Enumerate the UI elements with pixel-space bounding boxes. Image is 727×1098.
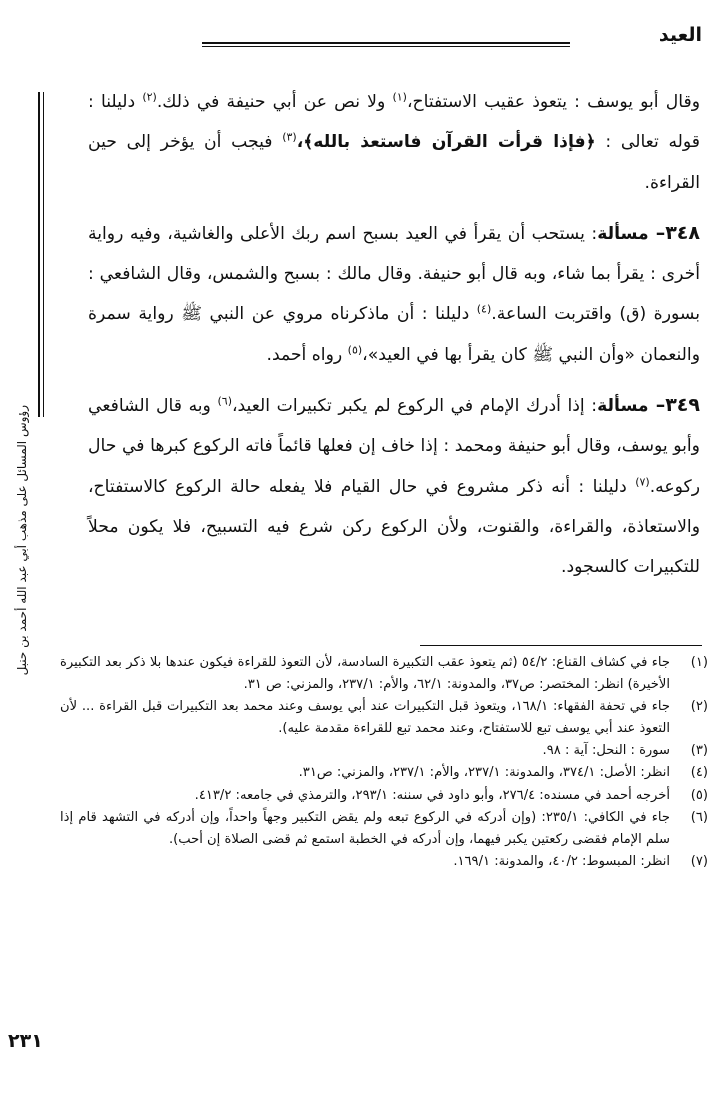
footnotes [60, 652, 708, 873]
quran-verse: ﴿فإذا قرأت القرآن فاستعذ بالله﴾، [296, 132, 596, 153]
p1-text-b: ولا نص عن أبي حنيفة في ذلك. [156, 92, 393, 112]
footnote-text: سورة : النحل: آية : ٩٨. [542, 743, 670, 759]
header-rule-thin [202, 46, 570, 47]
footnote [60, 762, 708, 784]
issue-348 [88, 213, 700, 375]
footnote-ref-5[interactable]: (٥) [347, 343, 363, 357]
p3-text-a: : إذا أدرك الإمام في الركوع لم يكبر تكبيرات العيد، [231, 396, 598, 417]
issue-number: ٣٤٨– [655, 221, 700, 244]
footnote-ref-4[interactable]: (٤) [476, 302, 492, 316]
footnote-ref-7[interactable]: (٧) [635, 474, 650, 488]
running-header [150, 20, 710, 54]
p2-text-a: : يستحب أن يقرأ في العيد بسبح اسم ربك الأعلى والغاشية، وفيه رواية أخرى : يقرأ بما شاء، وبه قال أبو حنيفة. وقال مالك : بسبح والشمس، وقال الشافعي : بسورة (ق) واقتربت الساعة. [88, 223, 700, 325]
footnote-text: جاء في الكافي: ٢٣٥/١: (وإن أدركه في الركوع تبعه ولم يقض التكبير وجهاً واحداً، وإن أدركه في التشهد قام إذا سلم الإمام فقضى ركعتين يكبر فيهما، وإن أدركه في الخطبة استمع ثم قضى الصلاة إن أحب). [60, 809, 670, 847]
paragraph-1 [88, 82, 700, 203]
p1-text-a: وقال أبو يوسف : يتعوذ عقيب الاستفتاح، [406, 92, 700, 112]
footnote [60, 740, 708, 762]
footnote-ref-1[interactable]: (١) [392, 90, 407, 104]
footnote-separator [420, 645, 702, 646]
footnote-number: (٢) [690, 699, 708, 715]
footnote-number: (١) [690, 655, 708, 670]
p3-text-c: دليلنا : أنه ذكر مشروع في حال القيام فلا يفعله حالة الركوع كالاستفتاح، والاستعاذة، والقراءة، والقنوت، ولأن الركوع ركن شرع فيه التسبيح، فلا يكون محلاً للتكبيرات كالسجود. [88, 476, 700, 578]
footnote-number: (٣) [690, 743, 708, 759]
footnote-text: أخرجه أحمد في مسنده: ٢٧٦/٤، وأبو داود في سننه: ٢٩٣/١، والترمذي في جامعه: ٤١٣/٢. [194, 787, 670, 803]
footnote [60, 851, 708, 873]
issue-number: ٣٤٩– [655, 394, 700, 417]
footnote-text: جاء في كشاف القناع: ٥٤/٢ (ثم يتعوذ عقب التكبيرة السادسة، لأن التعوذ للقراءة فيكون عندها بلا ذكر بعد التكبيرة الأخيرة) انظر: المختصر: ص٣٧، والمدونة: ٦٢/١، والأم: ٢٣٧/١، والمزني: ص ٣١. [60, 655, 670, 693]
main-text [88, 82, 700, 588]
footnote [60, 652, 708, 696]
page-number: ٢٣١ [8, 1030, 43, 1052]
chapter-title: العيد [658, 24, 702, 46]
footnote-text: انظر: الأصل: ٣٧٤/١، والمدونة: ٢٣٧/١، والأم: ٢٣٧/١، والمزني: ص٣١. [298, 765, 670, 781]
footnote-number: (٤) [690, 765, 708, 781]
side-caption: رؤوس المسائل على مذهب أبي عبد الله أحمد بن حنبل [15, 405, 29, 676]
side-rule-thin [43, 92, 44, 417]
header-rule [202, 42, 570, 44]
p1-text-c: دليلنا : قوله تعالى : [88, 92, 700, 153]
footnote [60, 807, 708, 851]
issue-349 [88, 385, 700, 587]
footnote [60, 696, 708, 740]
footnote-ref-6[interactable]: (٦) [217, 394, 232, 408]
p2-text-c: رواه أحمد. [266, 344, 348, 365]
footnote-number: (٥) [690, 787, 708, 803]
p2-text-b: دليلنا : أن ماذكرناه مروي عن النبي ﷺ رواية سمرة والنعمان «وأن النبي ﷺ كان يقرأ بها في العيد»، [88, 304, 700, 365]
footnote-ref-2[interactable]: (٢) [142, 90, 157, 104]
footnote-number: (٧) [690, 853, 708, 869]
footnote-text: انظر: المبسوط: ٤٠/٢، والمدونة: ١٦٩/١. [453, 853, 670, 869]
footnote-ref-3[interactable]: (٣) [282, 130, 297, 144]
side-rule [38, 92, 40, 417]
issue-label: مسألة [597, 396, 656, 417]
footnote-number: (٦) [690, 809, 708, 825]
footnote-text: جاء في تحفة الفقهاء: ١٦٨/١، ويتعوذ قبل التكبيرات عند أبي يوسف وعند محمد بعد التكبيرات قبل القراءة ... لأن التعوذ عند أبي يوسف تبع للاستفتاح، وعند محمد تبع للقراءة مقدمة عليه). [60, 699, 670, 737]
footnote [60, 785, 708, 807]
p3-text-b: وبه قال الشافعي وأبو يوسف، وقال أبو حنيفة ومحمد : إذا خاف إن فعلها قائماً فاته الركوع كبرها في حال ركوعه. [88, 396, 700, 497]
p1-text-d: فيجب أن يؤخر إلى حين القراءة. [88, 132, 700, 193]
issue-label: مسألة [597, 223, 656, 244]
